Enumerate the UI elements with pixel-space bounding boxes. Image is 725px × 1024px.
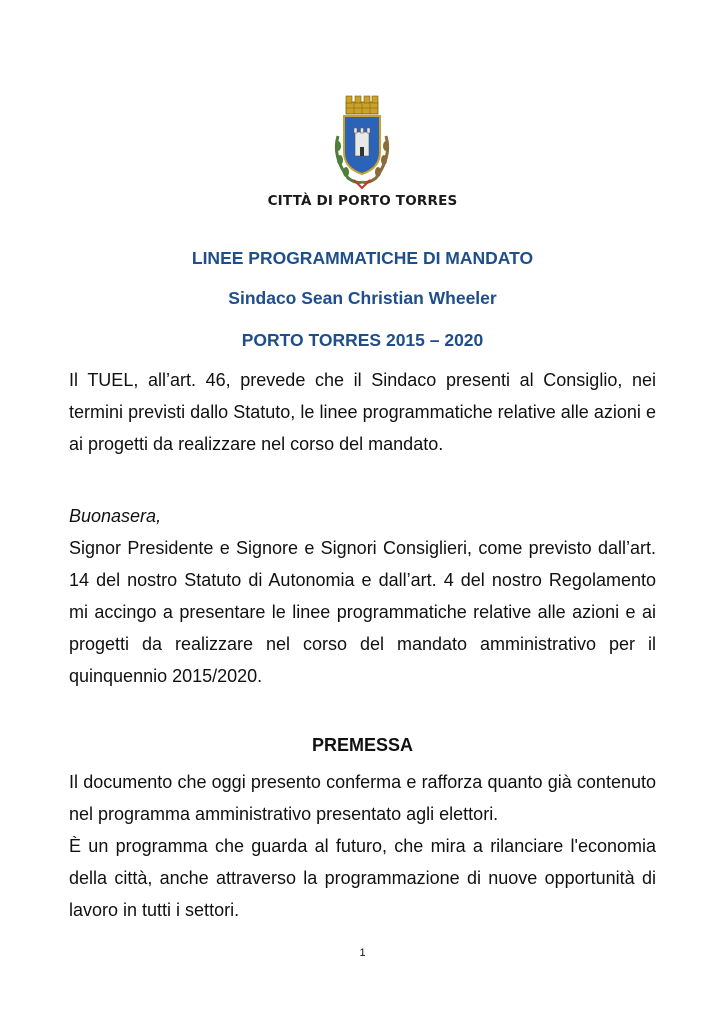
document-title: LINEE PROGRAMMATICHE DI MANDATO bbox=[191, 248, 534, 268]
mandate-period: PORTO TORRES 2015 – 2020 bbox=[241, 330, 484, 350]
page-number: 1 bbox=[359, 947, 366, 959]
city-name: CITTÀ DI PORTO TORRES bbox=[267, 193, 458, 209]
premessa-section bbox=[69, 766, 656, 926]
intro-paragraph: Il TUEL, all’art. 46, prevede che il Sindaco presenti al Consiglio, nei termini previsti dallo Statuto, le linee programmatiche relative alle azioni e ai progetti da realizzare nel corso del mandato. bbox=[69, 370, 656, 454]
section-title-premessa: PREMESSA bbox=[311, 735, 414, 755]
premessa-paragraph: È un programma che guarda al futuro, che mira a rilanciare l'economia della città, anche attraverso la programmazione di nuove opportunità di lavoro in tutti i settori. bbox=[69, 836, 656, 920]
greeting: Buonasera, bbox=[69, 506, 162, 526]
crown-icon bbox=[346, 96, 378, 114]
mayor-name: Sindaco Sean Christian Wheeler bbox=[228, 288, 497, 308]
coat-of-arms-icon bbox=[326, 94, 398, 194]
letter-paragraph: Signor Presidente e Signore e Signori Consiglieri, come previsto dall’art. 14 del nostro Statuto di Autonomia e dall’art. 4 del nostro Regolamento mi accingo a presentare le linee programmatiche relative alle azioni e ai progetti da realizzare nel corso del mandato amministrativo per il quinquennio 2015/2020. bbox=[69, 538, 656, 686]
premessa-paragraph: Il documento che oggi presento conferma e rafforza quanto già contenuto nel programma amministrativo presentato agli elettori. bbox=[69, 772, 656, 824]
shield-icon bbox=[344, 116, 380, 174]
